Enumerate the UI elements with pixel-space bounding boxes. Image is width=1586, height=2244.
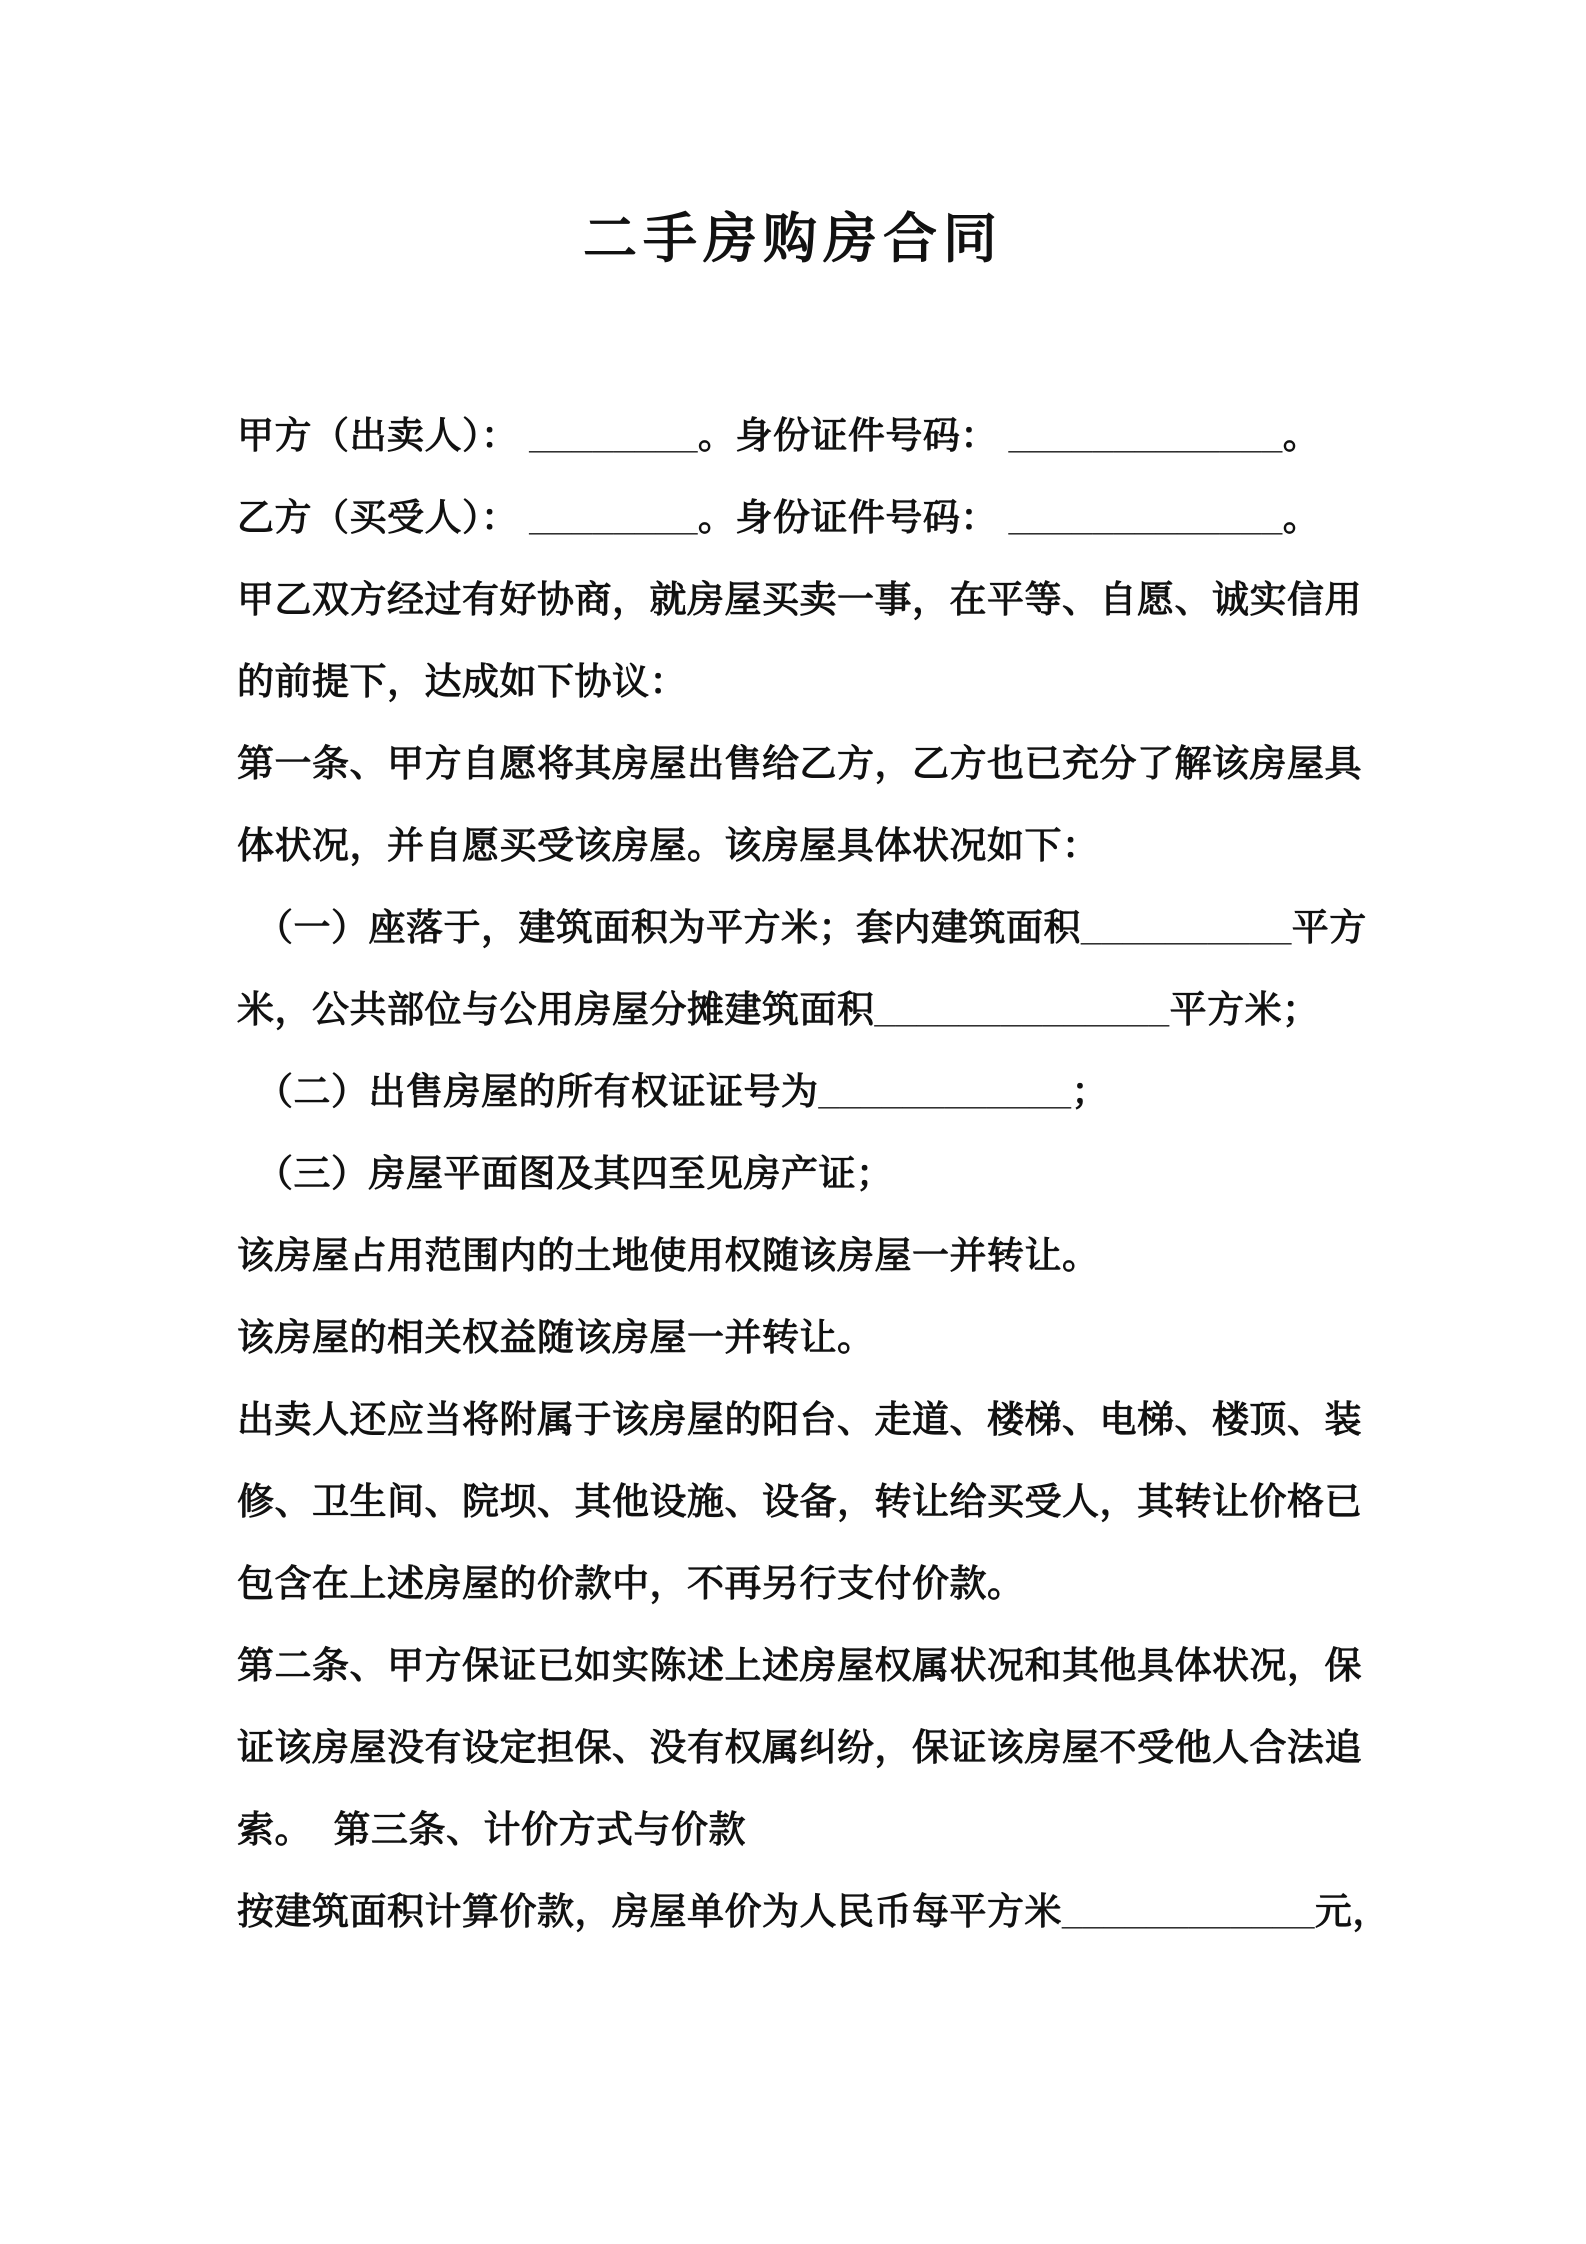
contract-line: 甲乙双方经过有好协商，就房屋买卖一事，在平等、自愿、诚实信用 [237,579,1362,620]
contract-line-item-1: （一）座落于，建筑面积为平方米；套内建筑面积__________平方 [256,907,1367,948]
contract-line-party-a: 甲方（出卖人）： ________。身份证件号码： _____________。 [237,415,1321,456]
contract-line: 的前提下，达成如下协议： [237,661,687,702]
contract-line-clause-2: 第二条、甲方保证已如实陈述上述房屋权属状况和其他具体状况，保 [237,1645,1362,1686]
contract-line: 体状况，并自愿买受该房屋。该房屋具体状况如下： [237,825,1100,866]
contract-line-item-3: （三）房屋平面图及其四至见房产证； [256,1153,894,1194]
contract-line-price: 按建筑面积计算价款，房屋单价为人民币每平方米____________元， [237,1891,1390,1932]
contract-line: 修、卫生间、院坝、其他设施、设备，转让给买受人，其转让价格已 [237,1481,1362,1522]
contract-line-clause-3: 索。 第三条、计价方式与价款 [237,1809,747,1850]
contract-line-clause-1: 第一条、甲方自愿将其房屋出售给乙方，乙方也已充分了解该房屋具 [237,743,1362,784]
document-title: 二手房购房合同 [583,209,1003,269]
contract-line: 出卖人还应当将附属于该房屋的阳台、走道、楼梯、电梯、楼顶、装 [237,1399,1362,1440]
contract-line-item-2: （二）出售房屋的所有权证证号为____________； [256,1071,1109,1112]
contract-line: 该房屋的相关权益随该房屋一并转让。 [237,1317,875,1358]
contract-line: 米，公共部位与公用房屋分摊建筑面积______________平方米； [237,989,1320,1030]
contract-body [237,395,1390,1953]
contract-line: 包含在上述房屋的价款中，不再另行支付价款。 [237,1563,1025,1604]
contract-line: 该房屋占用范围内的土地使用权随该房屋一并转让。 [237,1235,1100,1276]
contract-line: 证该房屋没有设定担保、没有权属纠纷，保证该房屋不受他人合法追 [237,1727,1362,1768]
contract-line-party-b: 乙方（买受人）： ________。身份证件号码： _____________。 [237,497,1321,538]
